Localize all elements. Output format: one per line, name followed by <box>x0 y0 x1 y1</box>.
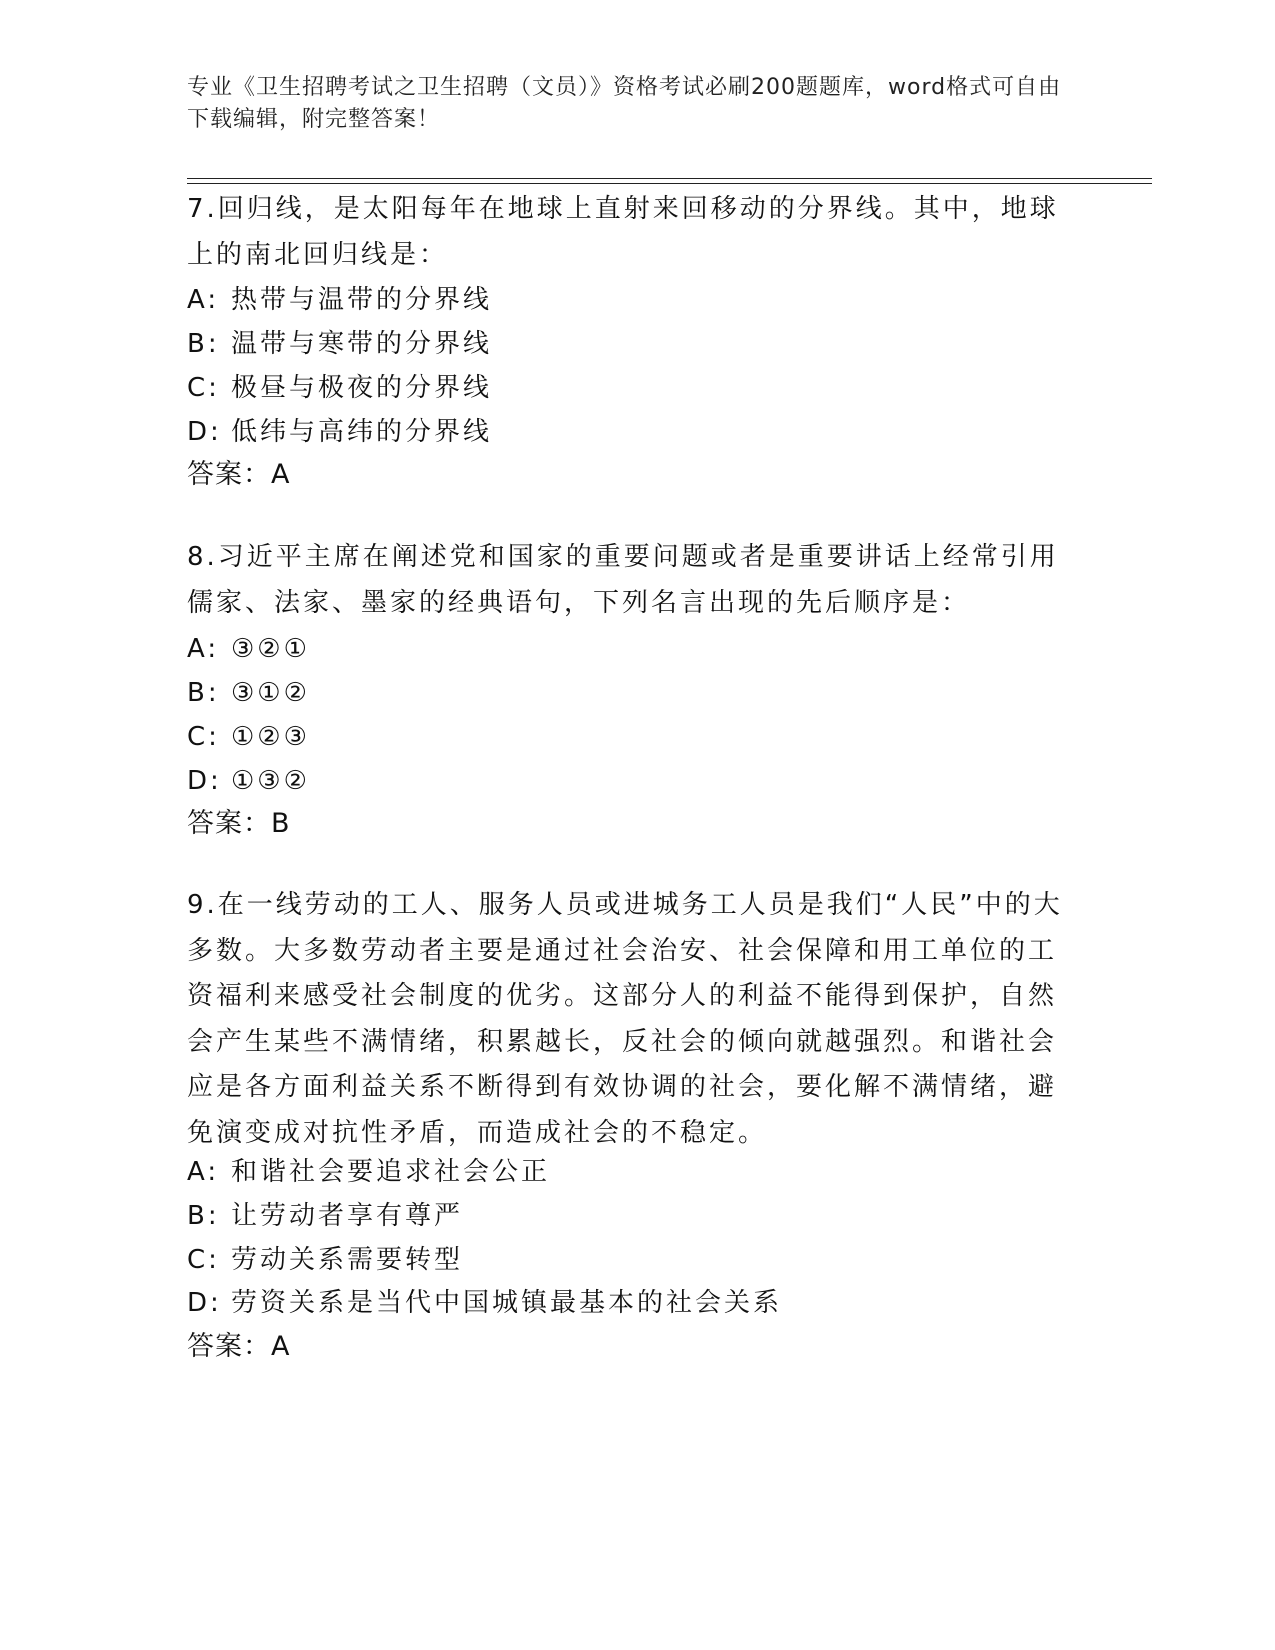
question-8-option-b <box>187 677 1067 709</box>
option-text: 极昼与极夜的分界线 <box>231 373 493 403</box>
question-8-option-d <box>187 765 1067 797</box>
option-text: 劳动关系需要转型 <box>231 1245 464 1275</box>
question-9-option-a <box>187 1156 1067 1188</box>
option-letter: B: <box>187 329 220 359</box>
question-9-option-b <box>187 1200 1067 1232</box>
question-8-option-c <box>187 721 1067 753</box>
question-8-option-a <box>187 633 1067 665</box>
option-text: ①②③ <box>231 722 310 752</box>
option-text: ③②① <box>231 634 310 664</box>
question-9-answer: 答案：A <box>187 1331 291 1362</box>
option-text: ①③② <box>231 766 310 796</box>
option-letter: D: <box>187 766 222 796</box>
header-divider-bottom <box>187 183 1152 184</box>
question-7-answer: 答案：A <box>187 459 291 490</box>
option-text: 低纬与高纬的分界线 <box>231 417 493 447</box>
option-text: ③①② <box>231 678 310 708</box>
question-8-answer: 答案：B <box>187 808 291 839</box>
document-header: 专业《卫生招聘考试之卫生招聘（文员）》资格考试必刷200题题库，word格式可自由下载编辑，附完整答案！ <box>187 75 1062 132</box>
question-7-option-a <box>187 284 1067 316</box>
option-letter: D: <box>187 417 222 447</box>
header-divider-top <box>187 178 1152 179</box>
option-letter: D: <box>187 1288 222 1318</box>
option-letter: B: <box>187 678 220 708</box>
option-letter: C: <box>187 373 220 403</box>
option-text: 热带与温带的分界线 <box>231 285 493 315</box>
question-7-option-c <box>187 372 1067 404</box>
question-9-option-d <box>187 1287 1067 1319</box>
question-9-option-c <box>187 1244 1067 1276</box>
option-letter: A: <box>187 285 220 315</box>
question-7-stem: 7.回归线，是太阳每年在地球上直射来回移动的分界线。其中，地球上的南北回归线是： <box>187 194 1059 270</box>
option-text: 劳资关系是当代中国城镇最基本的社会关系 <box>231 1288 783 1318</box>
question-9-stem: 9.在一线劳动的工人、服务人员或进城务工人员是我们“人民”中的大多数。大多数劳动者主要是通过社会治安、社会保障和用工单位的工资福利来感受社会制度的优劣。这部分人的利益不能得到保护，自然会产生某些不满情绪，积累越长，反社会的倾向就越强烈。和谐社会应是各方面利益关系不断得到有效协调的社会，要化解不满情绪，避免演变成对抗性矛盾，而造成社会的不稳定。 <box>187 890 1063 1148</box>
question-7-option-b <box>187 328 1067 360</box>
option-letter: B: <box>187 1201 220 1231</box>
question-8-stem: 8.习近平主席在阐述党和国家的重要问题或者是重要讲话上经常引用儒家、法家、墨家的经典语句，下列名言出现的先后顺序是： <box>187 542 1059 618</box>
option-letter: C: <box>187 722 220 752</box>
option-letter: A: <box>187 1157 220 1187</box>
option-letter: C: <box>187 1245 220 1275</box>
option-letter: A: <box>187 634 220 664</box>
option-text: 让劳动者享有尊严 <box>231 1201 464 1231</box>
option-text: 温带与寒带的分界线 <box>231 329 493 359</box>
option-text: 和谐社会要追求社会公正 <box>231 1157 551 1187</box>
question-7-option-d <box>187 416 1067 448</box>
